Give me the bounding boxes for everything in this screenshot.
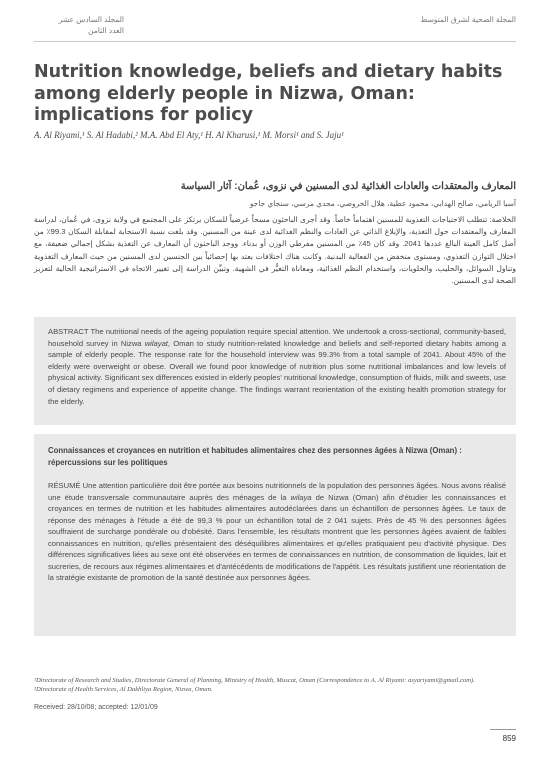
page-number: 859 xyxy=(502,734,516,743)
english-abstract xyxy=(48,326,506,407)
author-list: A. Al Riyami,¹ S. Al Hadabi,² M.A. Abd El Aty,¹ H. Al Kharusi,¹ M. Morsi¹ and S. Jaju¹ xyxy=(34,130,344,140)
page-number-rule xyxy=(490,729,516,730)
resume-text-emphasis: wilaya xyxy=(290,492,312,502)
resume-text-part2: de Nizwa (Oman) afin d'étudier les connaissances et croyances en termes de nutrition et les habitudes alimentaires autodéclarées dans un échantillon de personnes âgées. Le taux de réponse des ménages à l'étude a été de 99,3 % pour un échantillon total de 2 041 sujets. Près de 45 % des personnes âgées souffraient de surcharge pondérale ou d'obésité. Dans l'ensemble, les résultats montrent que les personnes âgées avaient de faibles connaissances en nutrition, qu'elles présentaient des déséquilibres alimentaires et qu'elles pratiquaient peu d'activité physique. Des différences significatives liées au sexe ont été observées en termes de connaissances en nutrition, de consommation de liquides, lait et sucreries, de recours aux régimes alimentaires et d'antécédents de modifications de l'appétit. Les résultats justifient une réorientation de la stratégie existante de promotion de la santé destinée aux personnes âgées. xyxy=(48,492,506,583)
abstract-text-emphasis: wilayat xyxy=(144,338,168,348)
arabic-authors: آسيا الريامي، صالح الهدابي، محمود عطية، هلال الخروصي، مجدي مرسي، سنجاي جاجو xyxy=(249,199,516,208)
resume-label: RÉSUMÉ xyxy=(48,481,81,490)
french-abstract xyxy=(48,480,506,584)
resume-text-part1: Une attention particulière doit être portée aux besoins nutritionnels de la population des personnes âgées. Nous avons réalisé une étude transversale communautaire auprès des ménages de la xyxy=(48,481,506,502)
received-dates: Received: 28/10/08; accepted: 12/01/09 xyxy=(34,704,158,711)
arabic-title: المعارف والمعتقدات والعادات الغذائية لدى المسنين في نزوى، عُمان: آثار السياسة xyxy=(180,181,516,192)
footnote-1: ¹Directorate of Research and Studies, Directorate General of Planning, Ministry of Health, Muscat, Oman (Correspondence to A. Al Riyami: asyariyami@gmail.com). xyxy=(34,677,475,684)
header-divider xyxy=(34,41,516,42)
abstract-text-part1: The nutritional needs of the ageing population require special attention. We undertook a cross-sectional, community-based, household survey in Nizwa xyxy=(48,327,506,348)
french-title: Connaissances et croyances en nutrition et habitudes alimentaires chez des personnes âgées à Nizwa (Oman) : répercussions sur les politiques xyxy=(48,446,462,467)
abstract-text-part2: , Oman to study nutrition-related knowledge and beliefs and self-reported dietary habits among a sample of elderly people. The response rate for the household interview was 99.3% from a total sample of 2041. About 45% of the elderly were overweight or obese. Overall we found poor knowledge of nutrition plus some nutritional imbalances and low levels of physical activity. Significant sex differences existed in elderly peoples' nutritional knowledge, consumption of fluids, milk and sweets, use of dietary regimens and experience of appetite change. The findings warrant reorientation of the existing health promotion strategy for the elderly. xyxy=(48,338,506,406)
footnotes xyxy=(34,676,504,694)
issue-header xyxy=(34,14,124,36)
journal-header xyxy=(421,14,516,25)
issue-label: العدد الثامن xyxy=(88,26,124,35)
french-abstract-box xyxy=(34,434,516,636)
volume-label: المجلد السادس عشر xyxy=(58,15,124,24)
english-abstract-box xyxy=(34,317,516,425)
abstract-label: ABSTRACT xyxy=(48,327,89,336)
arabic-abstract: الخلاصة: تتطلب الاحتياجات التغذوية للمسنين اهتماماً خاصاً. وقد أجرى الباحثون مسحاً عرضياً للسكان يرتكز على المجتمع في ولاية نزوى، في عُمان، لدراسة المعارف والمعتقدات حول التغذية، والإبلاغ الذاتي عن العادات والنظم الغذائية لدى عينة من المسنين. وقد بلغت نسبة الاستجابة لمقابلة السكان 99.3٪ من أصل كامل العينة البالغ عددها 2041. وقد كان 45٪ من المسنين مفرطي الوزن أو بدناء. ووجد الباحثون أن المعارف عن التغذية بشكل إجمالي ضعيفة، مع اختلال التوازن التغذوي، ومستوى منخفض من الفعالية البدنية. وكانت هناك اختلافات يعتد بها إحصائياً بين الجنسين لدى المسنين من حيث المعارف التغذوية وتناول السوائل، والحليب، والحلويات، واستخدام النظم الغذائية، ومعاناة التغيُّر في الشهية. وتبيِّن الدراسة إلى تغيير الاتجاه في الاستراتيجية الحالية لتعزيز الصحة لدى المسنين. xyxy=(34,215,516,286)
footnote-2: ²Directorate of Health Services, Al Dakhliya Region, Nizwa, Oman. xyxy=(34,686,213,693)
article-title: Nutrition knowledge, beliefs and dietary habits among elderly people in Nizwa, Oman: implications for policy xyxy=(34,62,503,125)
journal-name: المجلة الصحية لشرق المتوسط xyxy=(420,15,516,24)
